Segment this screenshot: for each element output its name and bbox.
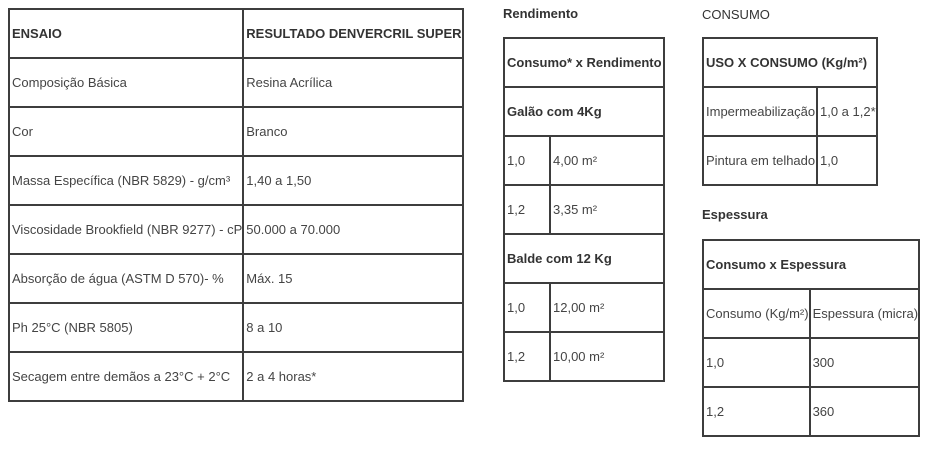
table-section-row: [504, 234, 664, 283]
header-consumo: Consumo (Kg/m²): [703, 289, 810, 338]
rendimento-cell: 10,00 m²: [550, 332, 664, 381]
consumo-cell: 1,2: [703, 387, 810, 436]
header-espessura: Espessura (micra): [810, 289, 919, 338]
rendimento-table-title: Consumo* x Rendimento: [504, 38, 664, 87]
ensaio-cell: Ph 25°C (NBR 5805): [9, 303, 243, 352]
header-ensaio: ENSAIO: [9, 9, 243, 58]
header-resultado: RESULTADO DENVERCRIL SUPER: [243, 9, 463, 58]
rendimento-cell: 3,35 m²: [550, 185, 664, 234]
table-row: [9, 303, 463, 352]
resultado-cell: Máx. 15: [243, 254, 463, 303]
ensaio-cell: Secagem entre demãos a 23°C + 2°C: [9, 352, 243, 401]
balde-label: Balde com 12 Kg: [504, 234, 664, 283]
table-title-row: [504, 38, 664, 87]
ensaio-table: [8, 8, 464, 402]
resultado-cell: 2 a 4 horas*: [243, 352, 463, 401]
consumo-cell: 1,0: [703, 338, 810, 387]
rendimento-table: [503, 37, 665, 382]
table-row: [703, 338, 919, 387]
consumo-cell: 1,0: [504, 136, 550, 185]
ensaio-cell: Viscosidade Brookfield (NBR 9277) - cP: [9, 205, 243, 254]
uso-cell: Pintura em telhado: [703, 136, 817, 185]
table-row: [9, 107, 463, 156]
table-row: [9, 352, 463, 401]
resultado-cell: 50.000 a 70.000: [243, 205, 463, 254]
resultado-cell: Branco: [243, 107, 463, 156]
table-row: [703, 87, 877, 136]
consumo-value-cell: 1,0 a 1,2*: [817, 87, 877, 136]
consumo-cell: 1,0: [504, 283, 550, 332]
table-row: [504, 136, 664, 185]
table-header-row: [703, 289, 919, 338]
ensaio-cell: Massa Específica (NBR 5829) - g/cm³: [9, 156, 243, 205]
table-title-row: [703, 240, 919, 289]
table-title-row: [703, 38, 877, 87]
table-row: [703, 387, 919, 436]
ensaio-cell: Absorção de água (ASTM D 570)- %: [9, 254, 243, 303]
resultado-cell: Resina Acrílica: [243, 58, 463, 107]
consumo-cell: 1,2: [504, 185, 550, 234]
rendimento-cell: 12,00 m²: [550, 283, 664, 332]
table-row: [504, 185, 664, 234]
ensaio-cell: Composição Básica: [9, 58, 243, 107]
table-row: [9, 205, 463, 254]
table-row: [504, 332, 664, 381]
consumo-heading: CONSUMO: [702, 7, 770, 22]
table-header-row: [9, 9, 463, 58]
table-row: [9, 254, 463, 303]
espessura-heading: Espessura: [702, 207, 768, 222]
espessura-cell: 300: [810, 338, 919, 387]
espessura-table-title: Consumo x Espessura: [703, 240, 919, 289]
table-row: [504, 283, 664, 332]
table-row: [9, 58, 463, 107]
consumo-cell: 1,2: [504, 332, 550, 381]
table-section-row: [504, 87, 664, 136]
galao-label: Galão com 4Kg: [504, 87, 664, 136]
rendimento-cell: 4,00 m²: [550, 136, 664, 185]
resultado-cell: 1,40 a 1,50: [243, 156, 463, 205]
uso-consumo-table: [702, 37, 878, 186]
resultado-cell: 8 a 10: [243, 303, 463, 352]
table-row: [9, 156, 463, 205]
rendimento-heading: Rendimento: [503, 6, 579, 21]
table-row: [703, 136, 877, 185]
ensaio-cell: Cor: [9, 107, 243, 156]
espessura-table: [702, 239, 920, 437]
consumo-value-cell: 1,0: [817, 136, 877, 185]
uso-consumo-title: USO X CONSUMO (Kg/m²): [703, 38, 877, 87]
uso-cell: Impermeabilização: [703, 87, 817, 136]
espessura-cell: 360: [810, 387, 919, 436]
